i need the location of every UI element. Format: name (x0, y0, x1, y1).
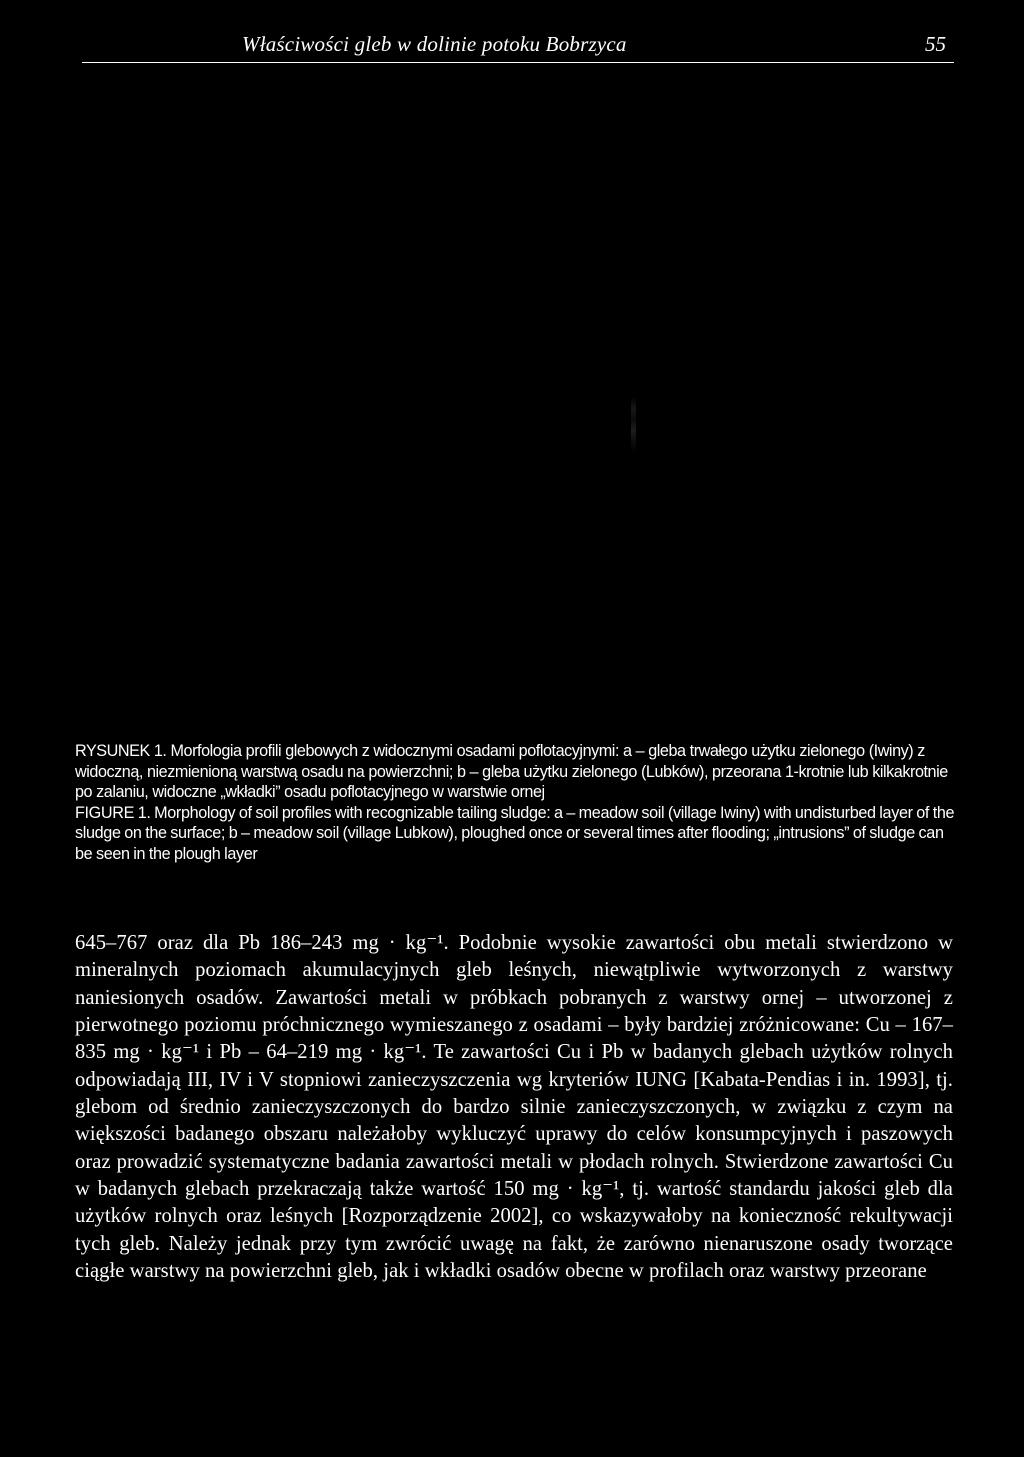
photo-detail-mark (631, 397, 636, 453)
page-header (82, 32, 954, 62)
caption-polish: RYSUNEK 1. Morfologia profili glebowych z widocznymi osadami poflotacyjnymi: a – gleba trwałego użytku zielonego (Iwiny) z widoczną, niezmienioną warstwą osadu na powierzchni; b – gleba użytku zielonego (Lubków), przeorana 1-krotnie lub kilkakrotnie po zalaniu, widoczne „wkładki” osadu poflotacyjnego w warstwie ornej (75, 742, 948, 801)
page-number: 55 (925, 32, 946, 56)
running-title: Właściwości gleb w dolinie potoku Bobrzyca (242, 32, 627, 56)
caption-english: FIGURE 1. Morphology of soil profiles with recognizable tailing sludge: a – meadow soil (village Iwiny) with undisturbed layer of the sludge on the surface; b – meadow soil (village Lubkow), ploughed once or several times after flooding; „intrusions” of sludge can be seen in the plough layer (75, 803, 955, 863)
header-rule (82, 62, 954, 63)
figure-photograph (75, 70, 955, 735)
figure-caption (75, 741, 955, 864)
body-paragraph: 645–767 oraz dla Pb 186–243 mg · kg⁻¹. Podobnie wysokie zawartości obu metali stwierdzono w mineralnych poziomach akumulacyjnych gleb leśnych, niewątpliwie wytworzonych z warstwy naniesionych osadów. Zawartości metali w próbkach pobranych z warstwy ornej – utworzonej z pierwotnego poziomu próchnicznego wymieszanego z osadami – były bardziej zróżnicowane: Cu – 167–835 mg · kg⁻¹ i Pb – 64–219 mg · kg⁻¹. Te zawartości Cu i Pb w badanych glebach użytków rolnych odpowiadają III, IV i V stopniowi zanieczyszczenia wg kryteriów IUNG [Kabata-Pendias i in. 1993], tj. glebom od średnio zanieczyszczonych do bardzo silnie zanieczyszczonych, w związku z czym na większości badanego obszaru należałoby wykluczyć uprawy do celów konsumpcyjnych i paszowych oraz prowadzić systematyczne badania zawartości metali w płodach rolnych. Stwierdzone zawartości Cu w badanych glebach przekraczają także wartość 150 mg · kg⁻¹, tj. wartość standardu jakości gleb dla użytków rolnych oraz leśnych [Rozporządzenie 2002], co wskazywałoby na konieczność rekultywacji tych gleb. Należy jednak przy tym zwrócić uwagę na fakt, że zarówno nienaruszone osady tworzące ciągłe warstwy na powierzchni gleb, jak i wkładki osadów obecne w profilach oraz warstwy przeorane (75, 932, 953, 1283)
